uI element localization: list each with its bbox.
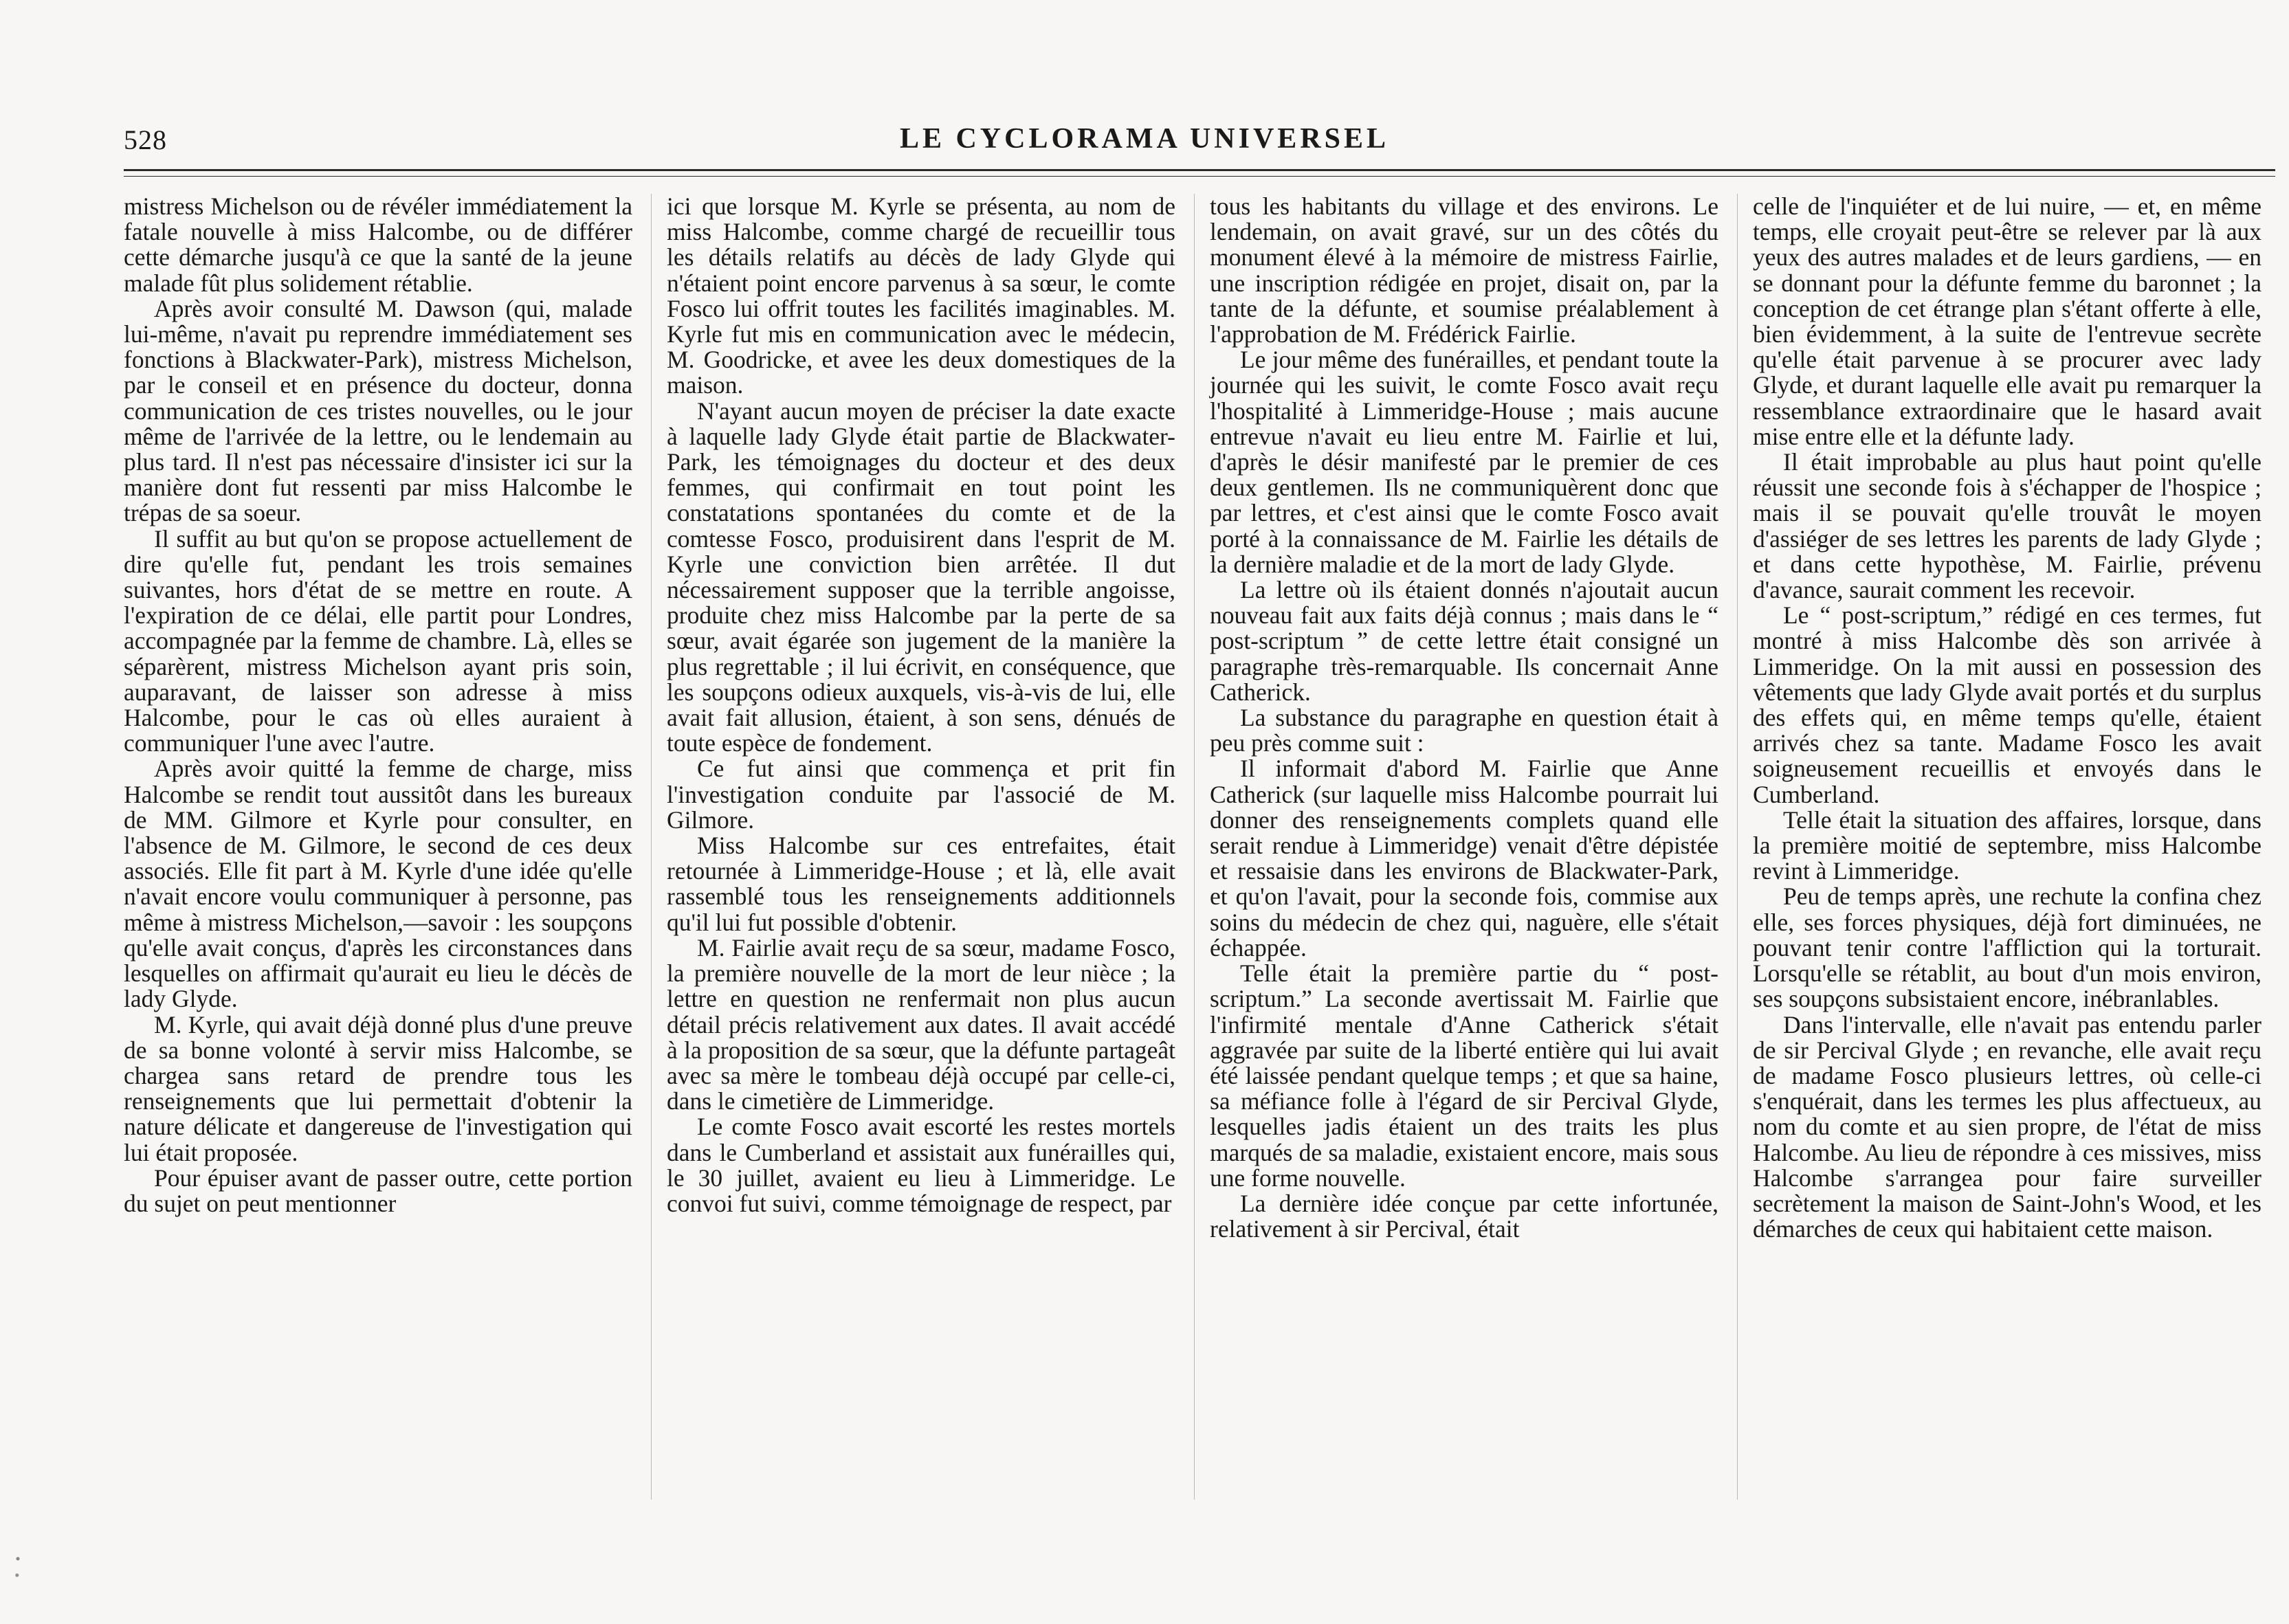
margin-ink-speck [14,1546,22,1588]
paragraph: Il informait d'abord M. Fairlie que Anne Catherick (sur laquelle miss Halcombe pourrait lui donner des renseignements complets quand elle serait rendue à Limmeridge) venait d'être dépistée et ressaisie dans les environs de Blackwater-Park, et qu'on l'avait, pour la seconde fois, commise aux soins du médecin de chez qui, naguère, elle s'était échappée. [1210,755,1718,961]
paragraph: Miss Halcombe sur ces entrefaites, était retournée à Limmeridge-House ; et là, elle avait rassemblé tous les renseignements additionnels qu'il lui fut possible d'obtenir. [667,832,1175,936]
paragraph: Le jour même des funérailles, et pendant toute la journée qui les suivit, le comte Fosco avait reçu l'hospitalité à Limmeridge-House ; mais aucune entrevue n'avait eu lieu entre M. Fairlie et lui, d'après le désir manifesté par le premier de ces deux gentlemen. Ils ne communiquèrent donc que par lettres, et c'est ainsi que le comte Fosco avait porté à la connaissance de M. Fairlie les détails de la dernière maladie et de la mort de lady Glyde. [1210,346,1718,578]
text-column-2 [667,194,1175,1216]
paragraph: tous les habitants du village et des environs. Le lendemain, on avait gravé, sur un des côtés du monument élevé à la mémoire de mistress Fairlie, une inscription rédigée en projet, disait on, par la tante de la défunte, et soumise préalablement à l'approbation de M. Frédérick Fairlie. [1210,192,1718,348]
paragraph: Le comte Fosco avait escorté les restes mortels dans le Cumberland et assistait aux funérailles qui, le 30 juillet, avaient eu lieu à Limmeridge. Le convoi fut suivi, comme témoignage de respect, par [667,1113,1175,1217]
text-column-4 [1753,194,2262,1242]
paragraph: Le “ post-scriptum,” rédigé en ces termes, fut montré à miss Halcombe dès son arrivée à Limmeridge. On la mit aussi en possession des vêtements que lady Glyde avait portés et du surplus des effets qui, en même temps qu'elle, étaient arrivés chez sa tante. Madame Fosco les avait soigneusement recueillis et envoyés dans le Cumberland. [1753,601,2262,808]
paragraph: Dans l'intervalle, elle n'avait pas entendu parler de sir Percival Glyde ; en revanche, elle avait reçu de madame Fosco plusieurs lettres, où celle-ci s'enquérait, dans les termes les plus affectueux, au nom du comte et au sien propre, de l'état de miss Halcombe. Au lieu de répondre à ces missives, miss Halcombe s'arrangea pour faire surveiller secrètement la maison de Saint-John's Wood, et les démarches de ceux qui habitaient cette maison. [1753,1010,2262,1243]
running-title: LE CYCLORAMA UNIVERSEL [899,123,1390,155]
paragraph: Telle était la première partie du “ post-scriptum.” La seconde avertissait M. Fairlie que l'infirmité mentale d'Anne Catherick s'était aggravée par suite de la liberté entière qui lui avait été laissée pendant quelque temps ; et que sa haine, sa méfiance folle à l'égard de sir Percival Glyde, lesquelles jadis étaient un des traits les plus marqués de sa maladie, existaient encore, mais sous une forme nouvelle. [1210,959,1718,1192]
column-divider [651,194,652,1500]
paragraph: Ce fut ainsi que commença et prit fin l'investigation conduite par l'associé de M. Gilmore. [667,755,1175,834]
header-rule-thick [124,169,2275,171]
paragraph: ici que lorsque M. Kyrle se présenta, au nom de miss Halcombe, comme chargé de recueillir tous les détails relatifs au décès de lady Glyde qui n'étaient point encore parvenus à sa sœur, le comte Fosco lui offrit toutes les facilités imaginables. M. Kyrle fut mis en communication avec le médecin, M. Goodricke, et avee les deux domestiques de la maison. [667,192,1175,399]
paragraph: Après avoir consulté M. Dawson (qui, malade lui-même, n'avait pu reprendre immédiatement ses fonctions à Blackwater-Park), mistress Michelson, par le conseil et en présence du docteur, donna communication de ces tristes nouvelles, ou le jour même de l'arrivée de la lettre, ou le lendemain au plus tard. Il n'est pas nécessaire d'insister ici sur la manière dont fut ressenti par miss Halcombe le trépas de sa soeur. [124,294,632,527]
text-column-1 [124,194,632,1216]
paragraph: Pour épuiser avant de passer outre, cette portion du sujet on peut mentionner [124,1164,632,1217]
paragraph: Il suffit au but qu'on se propose actuellement de dire qu'elle fut, pendant les trois semaines suivantes, hors d'état de se mettre en route. A l'expiration de ce délai, elle partit pour Londres, accompagnée par la femme de chambre. Là, elles se séparèrent, mistress Michelson ayant pris soin, auparavant, de laisser son adresse à miss Halcombe, pour le cas où elles auraient à communiquer l'une avec l'autre. [124,524,632,757]
paragraph: La lettre où ils étaient donnés n'ajoutait aucun nouveau fait aux faits déjà connus ; mais dans le “ post-scriptum ” de cette lettre était consigné un paragraphe très-remarquable. Ils concernait Anne Catherick. [1210,576,1718,706]
column-divider [1737,194,1738,1500]
paragraph: Il était improbable au plus haut point qu'elle réussit une seconde fois à s'échapper de l'hospice ; mais il se pouvait qu'elle trouvât le moyen d'assiéger de ses lettres les parents de lady Glyde ; et dans cette hypothèse, M. Fairlie, prévenu d'avance, saurait comment les recevoir. [1753,448,2262,604]
paragraph: Telle était la situation des affaires, lorsque, dans la première moitié de septembre, miss Halcombe revint à Limmeridge. [1753,805,2262,885]
column-divider [1194,194,1195,1500]
paragraph: celle de l'inquiéter et de lui nuire, — et, en même temps, elle croyait peut-être se relever par là aux yeux des autres malades et de leurs gardiens, — en se donnant pour la défunte femme du baronnet ; la conception de cet étrange plan s'étant offerte à elle, bien évidemment, à la suite de l'entrevue secrète qu'elle était parvenue à se procurer avec lady Glyde, et durant laquelle elle avait pu remarquer la ressemblance extraordinaire que le hasard avait mise entre elle et la défunte lady. [1753,192,2262,450]
paragraph: Après avoir quitté la femme de charge, miss Halcombe se rendit tout aussitôt dans les bureaux de MM. Gilmore et Kyrle pour consulter, en l'absence de M. Gilmore, le second de ces deux associés. Elle fit part à M. Kyrle d'une idée qu'elle n'avait encore voulu communiquer à personne, pas même à mistress Michelson,—savoir : les soupçons qu'elle avait conçus, d'après les circonstances dans lesquelles on affirmait qu'aurait eu lieu le décès de lady Glyde. [124,755,632,1013]
paragraph: N'ayant aucun moyen de préciser la date exacte à laquelle lady Glyde était partie de Blackwater-Park, les témoignages du docteur et des deux femmes, qui confirmait en tout point les constatations spontanées du comte et de la comtesse Fosco, produisirent dans l'esprit de M. Kyrle une conviction bien arrêtée. Il dut nécessairement supposer que la terrible angoisse, produite chez miss Halcombe par la perte de sa sœur, avait égarée son jugement de la manière la plus regrettable ; il lui écrivit, en conséquence, que les soupçons odieux auxquels, vis-à-vis de lui, elle avait fait allusion, étaient, à son sens, dénués de toute espèce de fondement. [667,397,1175,757]
page-number: 528 [124,124,167,155]
paragraph: M. Kyrle, qui avait déjà donné plus d'une preuve de sa bonne volonté à servir miss Halcombe, se chargea sans retard de prendre tous les renseignements que lui permettait d'obtenir la nature délicate et dangereuse de l'investigation qui lui était proposée. [124,1010,632,1166]
text-column-3 [1210,194,1718,1242]
paragraph: Peu de temps après, une rechute la confina chez elle, ses forces physiques, déjà fort diminuées, ne pouvant tenir contre l'affliction qui la torturait. Lorsqu'elle se rétablit, au bout d'un mois environ, ses soupçons subsistaient encore, inébranlables. [1753,882,2262,1013]
paragraph: mistress Michelson ou de révéler immédiatement la fatale nouvelle à miss Halcombe, ou de différer cette démarche jusqu'à ce que la santé de la jeune malade fût plus solidement rétablie. [124,192,632,297]
paragraph: M. Fairlie avait reçu de sa sœur, madame Fosco, la première nouvelle de la mort de leur nièce ; la lettre en question ne renfermait non plus aucun détail précis relativement aux dates. Il avait accédé à la proposition de sa sœur, que la défunte partageât avec sa mère le tombeau déjà occupé par celle-ci, dans le cimetière de Limmeridge. [667,933,1175,1115]
paragraph: La substance du paragraphe en question était à peu près comme suit : [1210,704,1718,757]
paragraph: La dernière idée conçue par cette infortunée, relativement à sir Percival, était [1210,1189,1718,1243]
header-rule-thin [124,176,2275,177]
